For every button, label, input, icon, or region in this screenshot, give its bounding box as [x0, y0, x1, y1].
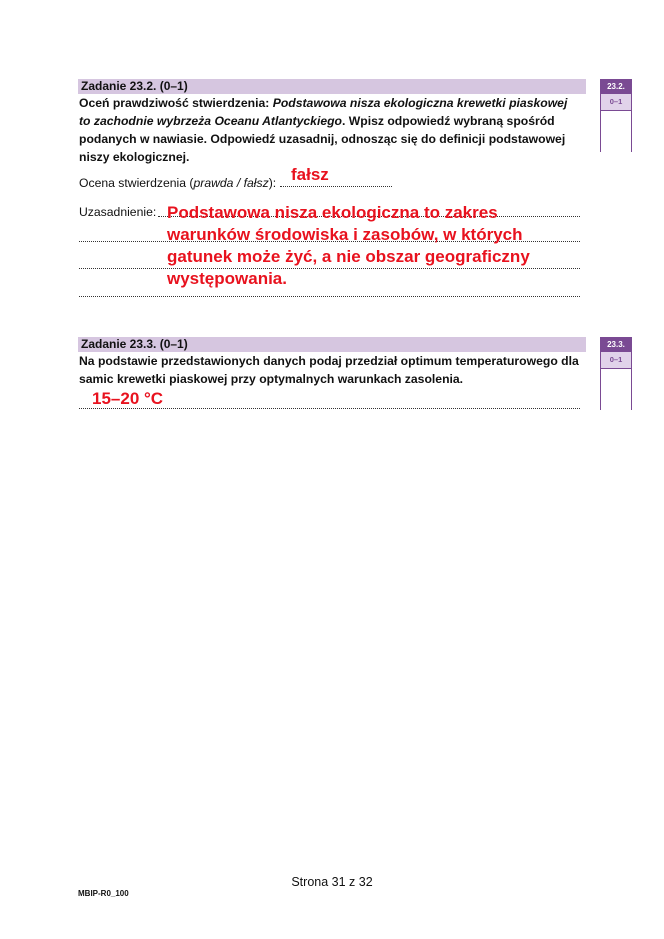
page-number: Strona 31 z 32: [291, 875, 373, 889]
question-line-2: samic krewetki piaskowej przy optymalnych warunkach zasolenia.: [79, 372, 464, 386]
document-code: MBIP-R0_100: [78, 889, 129, 898]
question-line-1: Na podstawie przedstawionych danych podaj przedział optimum temperaturowego dla: [79, 354, 579, 368]
assessment-label: Ocena stwierdzenia (prawda / fałsz):: [79, 176, 277, 190]
task-23-2-question: [79, 94, 584, 166]
justification-line-4[interactable]: [79, 296, 580, 297]
question-prefix: Oceń prawdziwość stwierdzenia:: [79, 96, 273, 110]
assessment-answer-line[interactable]: [280, 186, 392, 187]
question-line-4: niszy ekologicznej.: [79, 150, 190, 164]
justification-label: Uzasadnienie:: [79, 205, 157, 219]
temperature-answer: 15–20 °C: [92, 389, 164, 408]
score-code: 23.2.: [601, 80, 631, 94]
score-entry-field[interactable]: [601, 369, 631, 410]
question-statement-part-1: Podstawowa nisza ekologiczna krewetki piaskowej: [272, 96, 568, 110]
score-box-23-3: [600, 337, 632, 410]
justification-answer: [167, 202, 530, 290]
justification-answer-line-2: warunków środowiska i zasobów, w których: [167, 225, 523, 244]
question-statement-part-2: to zachodnie wybrzeża Oceanu Atlantyckiego: [79, 114, 342, 128]
question-line-3: podanych w nawiasie. Odpowiedź uzasadnij, odnosząc się do definicji podstawowej: [79, 132, 566, 146]
score-range: 0–1: [601, 94, 631, 111]
task-23-3-header: Zadanie 23.3. (0–1): [78, 337, 586, 352]
task-23-3-question: [79, 352, 584, 388]
score-entry-field[interactable]: [601, 111, 631, 152]
score-box-23-2: [600, 79, 632, 152]
justification-answer-line-4: występowania.: [167, 269, 287, 288]
justification-answer-line-1: Podstawowa nisza ekologiczna to zakres: [167, 203, 498, 222]
score-range: 0–1: [601, 352, 631, 369]
task-23-2-header: Zadanie 23.2. (0–1): [78, 79, 586, 94]
score-code: 23.3.: [601, 338, 631, 352]
assessment-answer: fałsz: [291, 165, 329, 184]
question-instruction: . Wpisz odpowiedź wybraną spośród: [342, 114, 555, 128]
justification-answer-line-3: gatunek może żyć, a nie obszar geograficzny: [167, 247, 530, 266]
